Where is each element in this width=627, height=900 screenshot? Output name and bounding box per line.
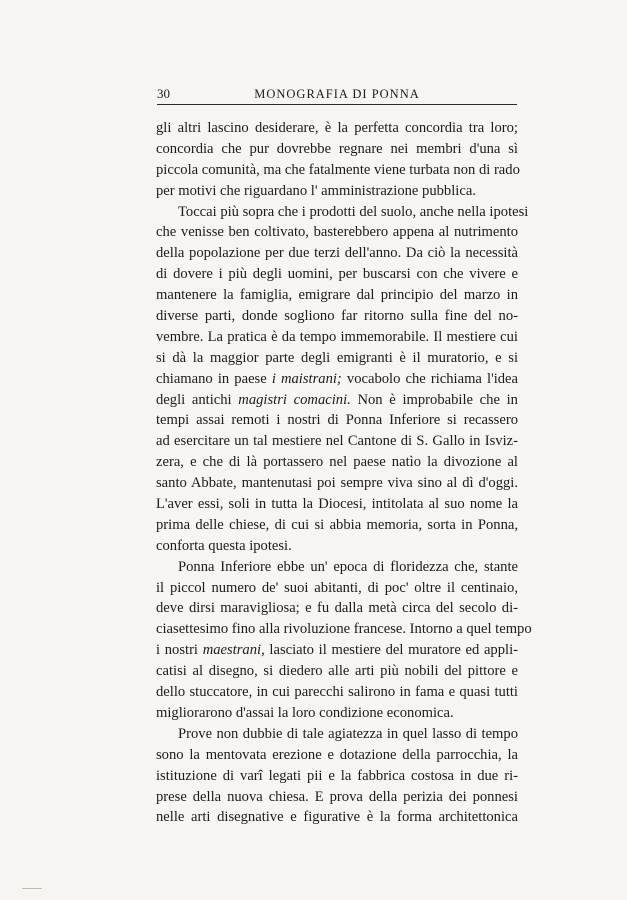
text-line	[156, 703, 518, 724]
text-line	[156, 494, 518, 515]
text-line	[156, 682, 518, 703]
text-line	[156, 306, 518, 327]
text-segment: vembre. La pratica è da tempo immemorabile. Il mestiere cui	[156, 328, 518, 345]
text-line	[156, 515, 518, 536]
running-header	[157, 85, 517, 103]
text-line	[156, 118, 518, 139]
text-segment: L'aver essi, soli in tutta la Diocesi, intitolata al suo nome la	[156, 496, 518, 513]
text-segment: conforta questa ipotesi.	[156, 537, 292, 554]
text-segment: gli altri lascino desiderare, è la perfetta concordia tra loro;	[156, 120, 518, 136]
text-segment: sono la mentovata erezione e dotazione della parrocchia, la	[156, 746, 518, 763]
text-line	[156, 390, 518, 411]
text-segment: mantenere la famiglia, emigrare dal principio del marzo in	[156, 287, 518, 304]
text-segment: ad esercitare un tal mestiere nel Cantone di S. Gallo in Isviz-	[156, 433, 518, 450]
text-segment: Prove non dubbie di tale agiatezza in quel lasso di tempo	[178, 725, 518, 742]
text-line	[156, 536, 518, 557]
text-segment: concordia che pur dovrebbe regnare nei membri d'una sì	[156, 140, 518, 157]
text-segment: i nostri	[156, 642, 203, 659]
text-segment: si dà la maggior parte degli emigranti è il muratorio, e si	[156, 349, 518, 366]
text-segment: Non è improbabile che in	[350, 391, 518, 408]
text-segment: lasciato il mestiere del muratore ed appli-	[264, 642, 518, 659]
text-line	[156, 578, 518, 599]
text-line	[156, 181, 518, 202]
italic-term: i maistrani;	[271, 370, 342, 387]
text-segment: prima delle chiese, di cui si abbia memoria, sorta in Ponna,	[156, 516, 518, 533]
text-segment: chiamano in paese	[156, 370, 272, 387]
text-line	[156, 619, 532, 640]
text-segment: per motivi che riguardano l' amministrazione pubblica.	[156, 182, 476, 199]
text-segment: il piccol numero de' suoi abitanti, di poc' oltre il centinaio,	[156, 579, 518, 596]
text-line	[156, 222, 518, 243]
text-line	[156, 369, 518, 390]
text-segment: zera, e che di là portassero nel paese natìo la divozione al	[156, 454, 518, 471]
text-segment: piccola comunità, ma che fatalmente viene turbata non di rado	[156, 161, 520, 178]
text-segment: deve dirsi maravigliosa; e fu dalla metà circa del secolo di-	[156, 600, 518, 617]
text-line	[156, 745, 518, 766]
text-line	[156, 139, 518, 160]
text-line	[156, 410, 518, 431]
text-segment: istituzione di varî legati pii e la fabbrica costosa in due ri-	[156, 767, 518, 784]
text-line	[156, 202, 529, 223]
text-segment: ciasettesimo fino alla rivoluzione francese. Intorno a quel tempo	[156, 621, 532, 638]
text-line	[156, 724, 518, 745]
text-segment: diverse parti, donde sogliono far ritorno sulla fine del no-	[156, 308, 518, 325]
text-line	[156, 243, 518, 264]
text-segment: catisi al disegno, si diedero alle arti più nobili del pittore e	[156, 663, 518, 680]
running-title: MONOGRAFIA DI PONNA	[254, 87, 420, 101]
italic-term: maestrani,	[202, 642, 265, 659]
text-segment: degli antichi	[156, 391, 239, 408]
text-line	[156, 285, 518, 306]
text-segment: Ponna Inferiore ebbe un' epoca di floridezza che, stante	[178, 558, 518, 575]
text-segment: santo Abbate, mantenutasi poi sempre viva sino al dì d'oggi.	[156, 475, 518, 492]
text-line	[156, 807, 518, 828]
text-segment: dello stuccatore, in cui parecchi salirono in fama e quasi tutti	[156, 684, 518, 701]
text-line	[156, 766, 518, 787]
text-segment: nelle arti disegnative e figurative è la forma architettonica	[156, 809, 518, 826]
page-number: 30	[157, 86, 170, 101]
text-segment: della popolazione per due terzi dell'anno. Da ciò la necessità	[156, 245, 518, 262]
text-line	[156, 348, 518, 369]
text-segment: migliorarono d'assai la loro condizione economica.	[156, 704, 454, 721]
text-segment: prese della nuova chiesa. E prova della perizia dei ponnesi	[156, 788, 518, 805]
text-line	[156, 431, 518, 452]
text-line	[156, 787, 518, 808]
text-line	[156, 598, 518, 619]
text-line	[156, 452, 518, 473]
text-line	[156, 640, 518, 661]
text-line	[156, 327, 518, 348]
text-segment: vocabolo che richiama l'idea	[341, 370, 519, 387]
header-rule	[157, 104, 517, 105]
text-segment: che venisse ben coltivato, basterebbero appena al nutrimento	[156, 224, 518, 241]
italic-term: magistri comacini.	[238, 391, 351, 408]
text-segment: tempi assai remoti i nostri di Ponna Inferiore si recassero	[156, 412, 518, 429]
text-segment: di dovere i più degli uomini, per buscarsi con che vivere e	[156, 266, 518, 283]
body-text	[156, 118, 532, 828]
text-line	[156, 160, 518, 181]
text-line	[156, 473, 518, 494]
scan-mark	[22, 888, 42, 889]
text-line	[156, 661, 518, 682]
text-line	[156, 557, 518, 578]
text-line	[156, 264, 518, 285]
text-segment: Toccai più sopra che i prodotti del suolo, anche nella ipotesi	[178, 203, 529, 220]
